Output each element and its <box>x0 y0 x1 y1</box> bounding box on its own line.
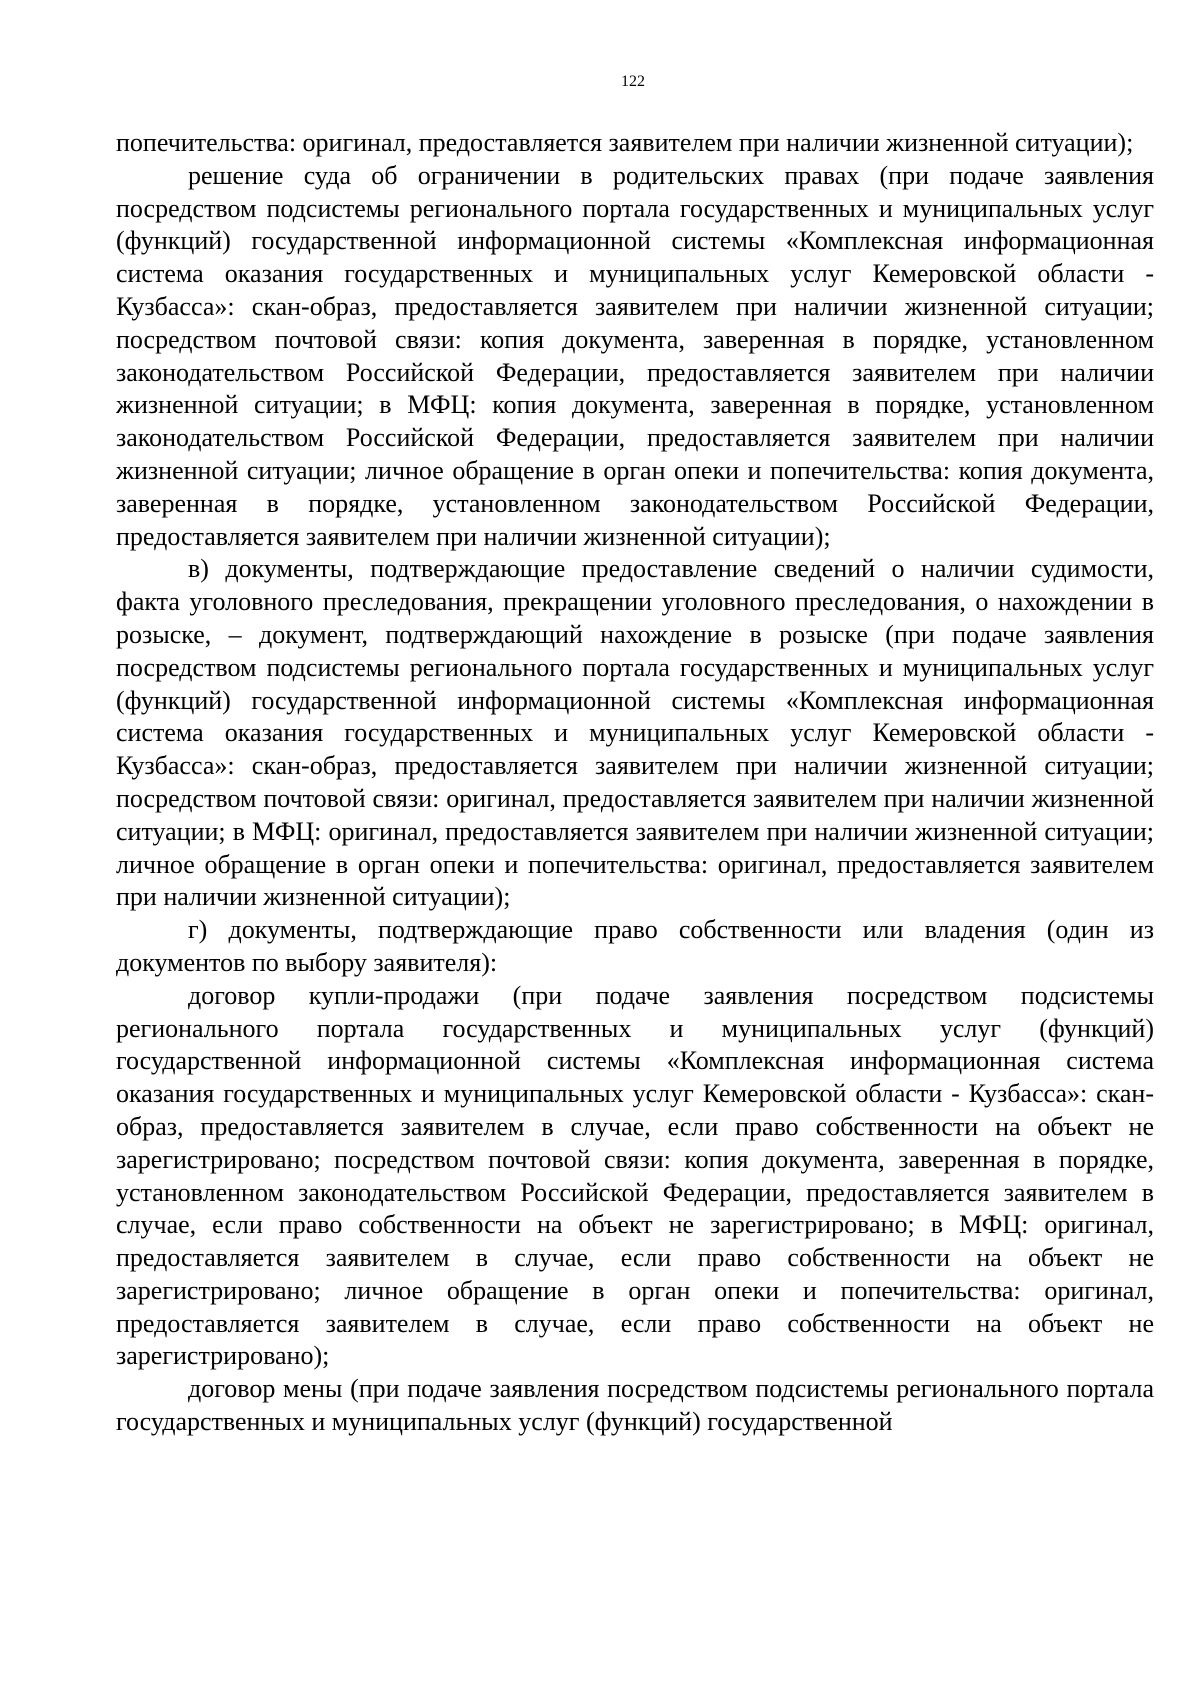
paragraph-ownership-documents: г) документы, подтверждающие право собственности или владения (один из документов по выбору заявителя): <box>116 915 1154 977</box>
paragraph-court-decision: решение суда об ограничении в родительских правах (при подаче заявления посредством подсистемы регионального портала государственных и муниципальных услуг (функций) государственной информационной системы «Комплексная информационная система оказания государственных и муниципальных услуг Кемеровской области - Кузбасса»: скан-образ, предоставляется заявителем при наличии жизненной ситуации; посредством почтовой связи: копия документа, заверенная в порядке, установленном законодательством Российской Федерации, предоставляется заявителем при наличии жизненной ситуации; в МФЦ: копия документа, заверенная в порядке, установленном законодательством Российской Федерации, предоставляется заявителем при наличии жизненной ситуации; личное обращение в орган опеки и попечительства: копия документа, заверенная в порядке, установленном законодательством Российской Федерации, предоставляется заявителем при наличии жизненной ситуации); <box>116 160 1154 551</box>
paragraph-exchange-agreement: договор мены (при подаче заявления посредством подсистемы регионального портала государственных и муниципальных услуг (функций) государственной <box>116 1374 1154 1437</box>
page-number: 122 <box>621 73 645 90</box>
document-body <box>116 127 1154 1439</box>
paragraph-criminal-record: в) документы, подтверждающие предоставление сведений о наличии судимости, факта уголовного преследования, прекращении уголовного преследования, о нахождении в розыске, – документ, подтверждающий нахождение в розыске (при подаче заявления посредством подсистемы регионального портала государственных и муниципальных услуг (функций) государственной информационной системы «Комплексная информационная система оказания государственных и муниципальных услуг Кемеровской области - Кузбасса»: скан-образ, предоставляется заявителем при наличии жизненной ситуации; посредством почтовой связи: оригинал, предоставляется заявителем при наличии жизненной ситуации; в МФЦ: оригинал, предоставляется заявителем при наличии жизненной ситуации; личное обращение в орган опеки и попечительства: оригинал, предоставляется заявителем при наличии жизненной ситуации); <box>116 554 1154 912</box>
paragraph-continuation: попечительства: оригинал, предоставляется заявителем при наличии жизненной ситуации); <box>116 128 1134 157</box>
paragraph-purchase-agreement: договор купли-продажи (при подаче заявления посредством подсистемы регионального портала государственных и муниципальных услуг (функций) государственной информационной системы «Комплексная информационная система оказания государственных и муниципальных услуг Кемеровской области - Кузбасса»: скан-образ, предоставляется заявителем в случае, если право собственности на объект не зарегистрировано; посредством почтовой связи: копия документа, заверенная в порядке, установленном законодательством Российской Федерации, предоставляется заявителем в случае, если право собственности на объект не зарегистрировано; в МФЦ: оригинал, предоставляется заявителем в случае, если право собственности на объект не зарегистрировано; личное обращение в орган опеки и попечительства: оригинал, предоставляется заявителем в случае, если право собственности на объект не зарегистрировано); <box>116 980 1154 1371</box>
